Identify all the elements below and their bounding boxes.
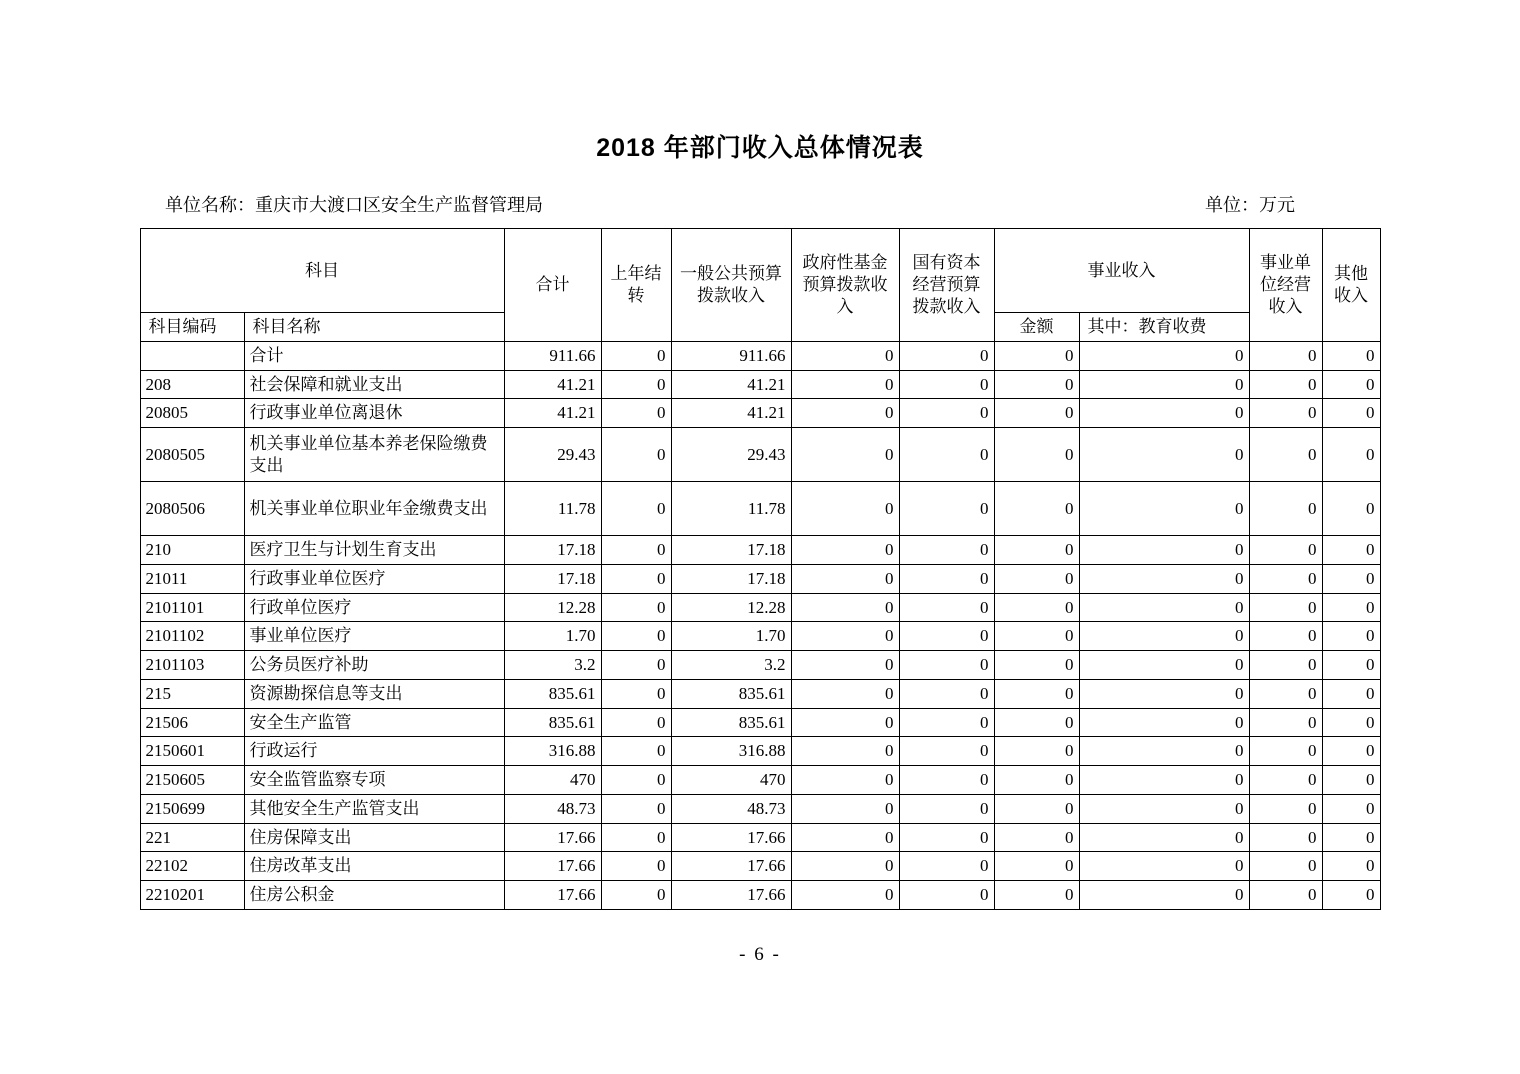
cell-carryover: 0 xyxy=(601,622,671,651)
cell-public-budget: 41.21 xyxy=(671,399,791,428)
cell-public-budget: 17.66 xyxy=(671,823,791,852)
cell-gov-fund: 0 xyxy=(791,766,899,795)
cell-name: 社会保障和就业支出 xyxy=(244,370,504,399)
cell-gov-fund: 0 xyxy=(791,536,899,565)
cell-amount: 0 xyxy=(994,370,1079,399)
table-row xyxy=(140,428,1380,482)
unit-name xyxy=(165,191,543,217)
cell-total: 17.66 xyxy=(504,881,601,910)
cell-education-fee: 0 xyxy=(1079,622,1249,651)
cell-name: 行政事业单位医疗 xyxy=(244,564,504,593)
cell-other: 0 xyxy=(1322,823,1380,852)
cell-carryover: 0 xyxy=(601,593,671,622)
table-row xyxy=(140,564,1380,593)
cell-unit-operating: 0 xyxy=(1249,737,1322,766)
cell-total: 29.43 xyxy=(504,428,601,482)
cell-public-budget: 17.66 xyxy=(671,852,791,881)
cell-soe-capital: 0 xyxy=(899,370,994,399)
cell-total: 835.61 xyxy=(504,708,601,737)
table-row xyxy=(140,651,1380,680)
cell-total: 17.66 xyxy=(504,852,601,881)
cell-unit-operating: 0 xyxy=(1249,679,1322,708)
cell-public-budget: 48.73 xyxy=(671,794,791,823)
cell-unit-operating: 0 xyxy=(1249,852,1322,881)
cell-total: 17.18 xyxy=(504,564,601,593)
cell-name: 资源勘探信息等支出 xyxy=(244,679,504,708)
cell-gov-fund: 0 xyxy=(791,708,899,737)
unit-name-value: 重庆市大渡口区安全生产监督管理局 xyxy=(255,195,543,215)
cell-education-fee: 0 xyxy=(1079,679,1249,708)
cell-gov-fund: 0 xyxy=(791,564,899,593)
cell-other: 0 xyxy=(1322,622,1380,651)
cell-code: 2101101 xyxy=(140,593,244,622)
cell-soe-capital: 0 xyxy=(899,823,994,852)
cell-name: 安全监管监察专项 xyxy=(244,766,504,795)
cell-other: 0 xyxy=(1322,593,1380,622)
table-row xyxy=(140,737,1380,766)
header-unit-operating: 事业单位经营收入 xyxy=(1249,229,1322,342)
cell-education-fee: 0 xyxy=(1079,823,1249,852)
cell-other: 0 xyxy=(1322,536,1380,565)
cell-carryover: 0 xyxy=(601,708,671,737)
cell-amount: 0 xyxy=(994,651,1079,680)
cell-name: 安全生产监管 xyxy=(244,708,504,737)
cell-gov-fund: 0 xyxy=(791,370,899,399)
header-total: 合计 xyxy=(504,229,601,342)
cell-name: 合计 xyxy=(244,341,504,370)
cell-public-budget: 3.2 xyxy=(671,651,791,680)
table-header-row xyxy=(140,229,1380,313)
cell-soe-capital: 0 xyxy=(899,679,994,708)
cell-name: 医疗卫生与计划生育支出 xyxy=(244,536,504,565)
cell-code: 215 xyxy=(140,679,244,708)
header-code: 科目编码 xyxy=(140,313,244,342)
cell-carryover: 0 xyxy=(601,399,671,428)
cell-education-fee: 0 xyxy=(1079,564,1249,593)
cell-name: 机关事业单位基本养老保险缴费支出 xyxy=(244,428,504,482)
cell-unit-operating: 0 xyxy=(1249,399,1322,428)
cell-unit-operating: 0 xyxy=(1249,708,1322,737)
table-row xyxy=(140,766,1380,795)
cell-gov-fund: 0 xyxy=(791,823,899,852)
cell-public-budget: 1.70 xyxy=(671,622,791,651)
cell-total: 48.73 xyxy=(504,794,601,823)
cell-total: 1.70 xyxy=(504,622,601,651)
header-business-income: 事业收入 xyxy=(994,229,1249,313)
cell-education-fee: 0 xyxy=(1079,341,1249,370)
cell-name: 公务员医疗补助 xyxy=(244,651,504,680)
cell-total: 911.66 xyxy=(504,341,601,370)
cell-name: 住房公积金 xyxy=(244,881,504,910)
cell-other: 0 xyxy=(1322,564,1380,593)
cell-soe-capital: 0 xyxy=(899,852,994,881)
cell-carryover: 0 xyxy=(601,852,671,881)
cell-name: 行政单位医疗 xyxy=(244,593,504,622)
cell-unit-operating: 0 xyxy=(1249,593,1322,622)
cell-name: 行政运行 xyxy=(244,737,504,766)
cell-gov-fund: 0 xyxy=(791,622,899,651)
table-row xyxy=(140,341,1380,370)
cell-public-budget: 11.78 xyxy=(671,482,791,536)
cell-amount: 0 xyxy=(994,881,1079,910)
cell-total: 3.2 xyxy=(504,651,601,680)
cell-unit-operating: 0 xyxy=(1249,651,1322,680)
cell-gov-fund: 0 xyxy=(791,399,899,428)
cell-soe-capital: 0 xyxy=(899,593,994,622)
cell-code: 21011 xyxy=(140,564,244,593)
cell-other: 0 xyxy=(1322,651,1380,680)
cell-amount: 0 xyxy=(994,622,1079,651)
cell-other: 0 xyxy=(1322,766,1380,795)
cell-education-fee: 0 xyxy=(1079,536,1249,565)
cell-public-budget: 835.61 xyxy=(671,708,791,737)
cell-unit-operating: 0 xyxy=(1249,341,1322,370)
cell-gov-fund: 0 xyxy=(791,428,899,482)
cell-education-fee: 0 xyxy=(1079,708,1249,737)
cell-code: 2150605 xyxy=(140,766,244,795)
cell-carryover: 0 xyxy=(601,881,671,910)
table-row xyxy=(140,622,1380,651)
cell-public-budget: 17.66 xyxy=(671,881,791,910)
cell-code: 2210201 xyxy=(140,881,244,910)
header-public-budget: 一般公共预算拨款收入 xyxy=(671,229,791,342)
cell-soe-capital: 0 xyxy=(899,622,994,651)
cell-carryover: 0 xyxy=(601,679,671,708)
cell-total: 41.21 xyxy=(504,370,601,399)
cell-code: 2080506 xyxy=(140,482,244,536)
cell-code: 2101102 xyxy=(140,622,244,651)
cell-amount: 0 xyxy=(994,766,1079,795)
cell-soe-capital: 0 xyxy=(899,399,994,428)
cell-soe-capital: 0 xyxy=(899,341,994,370)
cell-soe-capital: 0 xyxy=(899,881,994,910)
cell-education-fee: 0 xyxy=(1079,852,1249,881)
cell-total: 12.28 xyxy=(504,593,601,622)
cell-amount: 0 xyxy=(994,536,1079,565)
header-amount: 金额 xyxy=(994,313,1079,342)
cell-unit-operating: 0 xyxy=(1249,794,1322,823)
cell-code: 20805 xyxy=(140,399,244,428)
header-gov-fund: 政府性基金预算拨款收入 xyxy=(791,229,899,342)
cell-soe-capital: 0 xyxy=(899,428,994,482)
cell-unit-operating: 0 xyxy=(1249,428,1322,482)
cell-education-fee: 0 xyxy=(1079,737,1249,766)
cell-total: 316.88 xyxy=(504,737,601,766)
cell-gov-fund: 0 xyxy=(791,737,899,766)
cell-unit-operating: 0 xyxy=(1249,881,1322,910)
cell-code: 2080505 xyxy=(140,428,244,482)
cell-name: 住房保障支出 xyxy=(244,823,504,852)
cell-gov-fund: 0 xyxy=(791,852,899,881)
cell-soe-capital: 0 xyxy=(899,651,994,680)
cell-public-budget: 17.18 xyxy=(671,564,791,593)
cell-amount: 0 xyxy=(994,708,1079,737)
cell-public-budget: 911.66 xyxy=(671,341,791,370)
cell-soe-capital: 0 xyxy=(899,766,994,795)
table-row xyxy=(140,482,1380,536)
cell-public-budget: 470 xyxy=(671,766,791,795)
cell-education-fee: 0 xyxy=(1079,399,1249,428)
table-row xyxy=(140,708,1380,737)
cell-public-budget: 835.61 xyxy=(671,679,791,708)
cell-name: 事业单位医疗 xyxy=(244,622,504,651)
cell-other: 0 xyxy=(1322,370,1380,399)
header-education-fee: 其中：教育收费 xyxy=(1079,313,1249,342)
cell-name: 住房改革支出 xyxy=(244,852,504,881)
cell-education-fee: 0 xyxy=(1079,794,1249,823)
cell-soe-capital: 0 xyxy=(899,536,994,565)
cell-code: 210 xyxy=(140,536,244,565)
cell-unit-operating: 0 xyxy=(1249,823,1322,852)
table-row xyxy=(140,852,1380,881)
cell-code xyxy=(140,341,244,370)
cell-other: 0 xyxy=(1322,852,1380,881)
header-carryover: 上年结转 xyxy=(601,229,671,342)
cell-amount: 0 xyxy=(994,428,1079,482)
cell-carryover: 0 xyxy=(601,794,671,823)
cell-total: 17.66 xyxy=(504,823,601,852)
cell-gov-fund: 0 xyxy=(791,593,899,622)
cell-soe-capital: 0 xyxy=(899,794,994,823)
cell-gov-fund: 0 xyxy=(791,651,899,680)
cell-soe-capital: 0 xyxy=(899,708,994,737)
cell-education-fee: 0 xyxy=(1079,651,1249,680)
header-soe-capital: 国有资本经营预算拨款收入 xyxy=(899,229,994,342)
cell-public-budget: 17.18 xyxy=(671,536,791,565)
table-row xyxy=(140,679,1380,708)
cell-unit-operating: 0 xyxy=(1249,622,1322,651)
cell-other: 0 xyxy=(1322,737,1380,766)
cell-amount: 0 xyxy=(994,852,1079,881)
budget-table xyxy=(140,228,1381,910)
cell-amount: 0 xyxy=(994,737,1079,766)
cell-amount: 0 xyxy=(994,679,1079,708)
cell-code: 21506 xyxy=(140,708,244,737)
cell-unit-operating: 0 xyxy=(1249,370,1322,399)
cell-total: 41.21 xyxy=(504,399,601,428)
cell-code: 208 xyxy=(140,370,244,399)
cell-soe-capital: 0 xyxy=(899,482,994,536)
header-name: 科目名称 xyxy=(244,313,504,342)
cell-public-budget: 29.43 xyxy=(671,428,791,482)
header-other-income: 其他收入 xyxy=(1322,229,1380,342)
cell-public-budget: 316.88 xyxy=(671,737,791,766)
header-subject: 科目 xyxy=(140,229,504,313)
cell-carryover: 0 xyxy=(601,737,671,766)
cell-carryover: 0 xyxy=(601,482,671,536)
table-row xyxy=(140,536,1380,565)
page-title: 2018 年部门收入总体情况表 xyxy=(596,134,924,162)
cell-code: 22102 xyxy=(140,852,244,881)
table-row xyxy=(140,794,1380,823)
cell-unit-operating: 0 xyxy=(1249,766,1322,795)
cell-carryover: 0 xyxy=(601,341,671,370)
cell-amount: 0 xyxy=(994,564,1079,593)
cell-total: 470 xyxy=(504,766,601,795)
cell-name: 其他安全生产监管支出 xyxy=(244,794,504,823)
cell-education-fee: 0 xyxy=(1079,482,1249,536)
cell-other: 0 xyxy=(1322,708,1380,737)
cell-amount: 0 xyxy=(994,341,1079,370)
cell-gov-fund: 0 xyxy=(791,679,899,708)
cell-public-budget: 41.21 xyxy=(671,370,791,399)
cell-soe-capital: 0 xyxy=(899,737,994,766)
table-row xyxy=(140,823,1380,852)
cell-total: 835.61 xyxy=(504,679,601,708)
unit-measure: 单位：万元 xyxy=(1205,195,1295,215)
cell-name: 机关事业单位职业年金缴费支出 xyxy=(244,482,504,536)
cell-unit-operating: 0 xyxy=(1249,482,1322,536)
cell-amount: 0 xyxy=(994,823,1079,852)
cell-other: 0 xyxy=(1322,794,1380,823)
cell-public-budget: 12.28 xyxy=(671,593,791,622)
cell-other: 0 xyxy=(1322,482,1380,536)
cell-soe-capital: 0 xyxy=(899,564,994,593)
cell-carryover: 0 xyxy=(601,564,671,593)
cell-gov-fund: 0 xyxy=(791,794,899,823)
cell-other: 0 xyxy=(1322,428,1380,482)
cell-carryover: 0 xyxy=(601,651,671,680)
page-number: - 6 - xyxy=(739,943,781,965)
cell-amount: 0 xyxy=(994,794,1079,823)
cell-education-fee: 0 xyxy=(1079,428,1249,482)
cell-education-fee: 0 xyxy=(1079,593,1249,622)
cell-amount: 0 xyxy=(994,482,1079,536)
unit-name-label: 单位名称： xyxy=(165,195,255,215)
cell-code: 2150699 xyxy=(140,794,244,823)
cell-education-fee: 0 xyxy=(1079,370,1249,399)
cell-carryover: 0 xyxy=(601,823,671,852)
cell-carryover: 0 xyxy=(601,428,671,482)
table-row xyxy=(140,881,1380,910)
cell-code: 2150601 xyxy=(140,737,244,766)
cell-carryover: 0 xyxy=(601,370,671,399)
meta-row xyxy=(140,163,1380,217)
cell-gov-fund: 0 xyxy=(791,341,899,370)
cell-total: 17.18 xyxy=(504,536,601,565)
cell-name: 行政事业单位离退休 xyxy=(244,399,504,428)
cell-other: 0 xyxy=(1322,881,1380,910)
table-body xyxy=(140,341,1380,909)
table-row xyxy=(140,399,1380,428)
cell-carryover: 0 xyxy=(601,536,671,565)
cell-education-fee: 0 xyxy=(1079,766,1249,795)
cell-other: 0 xyxy=(1322,679,1380,708)
cell-amount: 0 xyxy=(994,399,1079,428)
cell-unit-operating: 0 xyxy=(1249,536,1322,565)
cell-carryover: 0 xyxy=(601,766,671,795)
cell-unit-operating: 0 xyxy=(1249,564,1322,593)
cell-gov-fund: 0 xyxy=(791,881,899,910)
cell-code: 2101103 xyxy=(140,651,244,680)
cell-total: 11.78 xyxy=(504,482,601,536)
table-row xyxy=(140,370,1380,399)
table-row xyxy=(140,593,1380,622)
cell-amount: 0 xyxy=(994,593,1079,622)
cell-other: 0 xyxy=(1322,399,1380,428)
cell-gov-fund: 0 xyxy=(791,482,899,536)
cell-education-fee: 0 xyxy=(1079,881,1249,910)
cell-other: 0 xyxy=(1322,341,1380,370)
cell-code: 221 xyxy=(140,823,244,852)
